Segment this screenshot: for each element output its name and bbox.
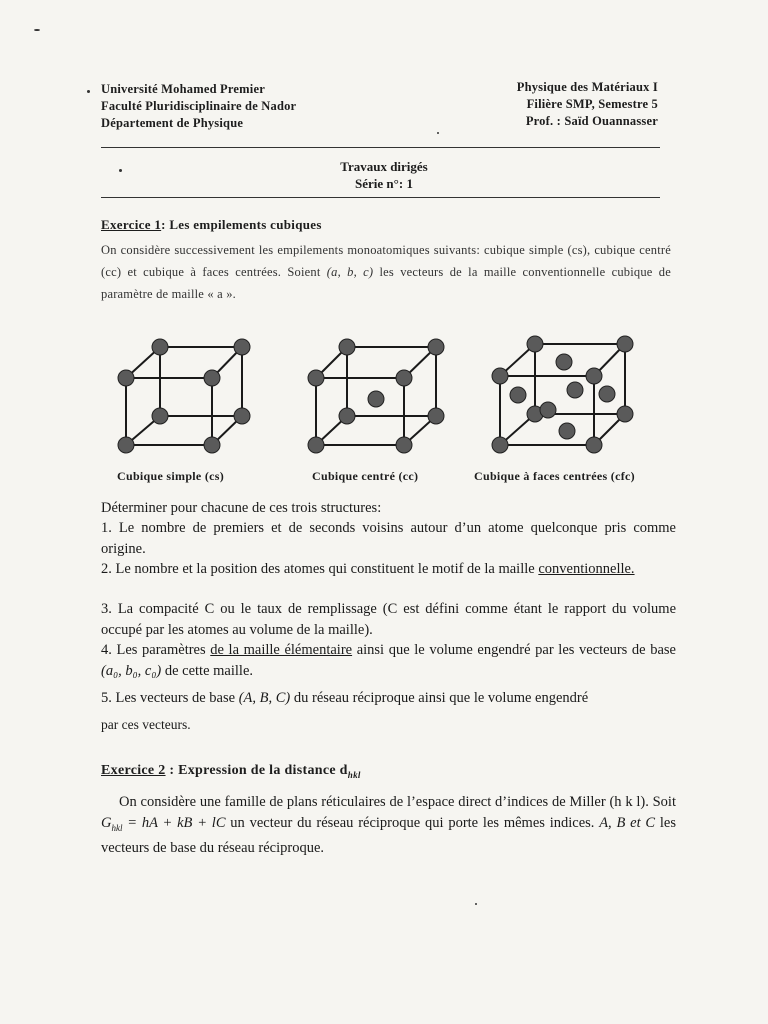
question-4-text-end: de cette maille.	[161, 662, 254, 679]
question-5	[101, 688, 676, 709]
title-rule	[101, 197, 660, 198]
question-5-text: 5. Les vecteurs de base	[101, 690, 239, 706]
question-4-text-cont: ainsi que le volume engendré par les vecteurs de base	[352, 642, 676, 658]
lattice-vectors: (a, b, c)	[326, 265, 374, 279]
exercise-1-label: Exercice 1	[101, 217, 162, 232]
exercise-2-text-mid: un vecteur du réseau réciproque qui porte les mêmes indices.	[225, 814, 600, 831]
exercise-2-text	[101, 792, 676, 858]
reciprocal-basis-vectors: A, B et C	[599, 814, 656, 831]
exercise-2-text-start: On considère une famille de plans réticulaires de l’espace direct d’indices de Miller (h k l). Soit	[119, 794, 676, 810]
series-number: Série n°: 1	[355, 176, 413, 191]
question-4-underlined: de la maille élémentaire	[210, 642, 353, 658]
question-2	[101, 559, 676, 580]
exercise-1-title	[101, 217, 322, 233]
header-rule	[101, 147, 660, 148]
question-3: 3. La compacité C ou le taux de remplissage (C est défini comme étant le rapport du volume occupé par les atomes au volume de la maille).	[101, 601, 676, 638]
scan-speck	[475, 903, 477, 905]
program-name: Filière SMP, Semestre 5	[526, 97, 658, 111]
body-centered-cubic-diagram	[300, 332, 460, 462]
exercise-2-heading: : Expression de la distance d	[165, 763, 348, 778]
question-2-text: 2. Le nombre et la position des atomes qui constituent le motif de la maille	[101, 561, 539, 577]
department-name: Département de Physique	[101, 116, 244, 130]
reciprocal-vector-formula: = hA + kB + lC	[122, 814, 226, 831]
scan-speck	[34, 29, 40, 31]
intro-text: On considère successivement les empilements monoatomiques suivants: cubique simple (cs), cubique centré (cc) et cubique à faces centrées. Soient	[101, 243, 671, 279]
caption-face-centered: Cubique à faces centrées (cfc)	[474, 469, 635, 483]
caption-simple-cubic: Cubique simple (cs)	[117, 469, 225, 483]
question-intro: Déterminer pour chacune de ces trois structures:	[101, 500, 382, 516]
sheet-title: Travaux dirigés	[340, 159, 428, 174]
institution-block	[101, 81, 296, 132]
scan-speck	[437, 132, 439, 134]
simple-cubic-diagram	[110, 332, 270, 462]
exercise-1-heading: : Les empilements cubiques	[161, 217, 322, 232]
intro-text-end: les vecteurs de la maille conventionnelle cubique de paramètre de maille « a ».	[101, 265, 671, 301]
caption-body-centered: Cubique centré (cc)	[312, 469, 419, 483]
course-name: Physique des Matériaux I	[516, 80, 658, 94]
scan-speck	[87, 90, 90, 93]
professor-name: Prof. : Saïd Ouannasser	[525, 114, 658, 128]
exercise-2-label: Exercice 2	[101, 763, 166, 778]
exercise-2-title	[101, 763, 361, 780]
reciprocal-vector-g: G	[101, 814, 112, 831]
university-name: Université Mohamed Premier	[101, 82, 265, 96]
question-4	[101, 640, 676, 681]
exercise-2-text-end: les vecteurs de base du réseau réciproque.	[101, 814, 677, 856]
question-4-text: 4. Les paramètres	[101, 642, 211, 658]
question-1: 1. Le nombre de premiers et de seconds voisins autour d’un atome quelconque pris comme origine.	[101, 520, 676, 557]
reciprocal-vectors: (A, B, C)	[238, 690, 291, 706]
primitive-vectors: (a₀, b₀, c₀)	[101, 662, 162, 679]
question-2-underlined: conventionnelle.	[538, 561, 635, 577]
formula-subscript: hkl	[111, 822, 123, 833]
exercise-2-subscript: hkl	[347, 769, 361, 780]
question-5-text-cont: du réseau réciproque ainsi que le volume engendré	[290, 690, 589, 706]
face-centered-cubic-diagram	[483, 328, 653, 462]
faculty-name: Faculté Pluridisciplinaire de Nador	[101, 99, 297, 113]
exercise-1-intro	[101, 239, 671, 305]
course-block	[517, 79, 658, 130]
question-5-end: par ces vecteurs.	[101, 717, 191, 732]
